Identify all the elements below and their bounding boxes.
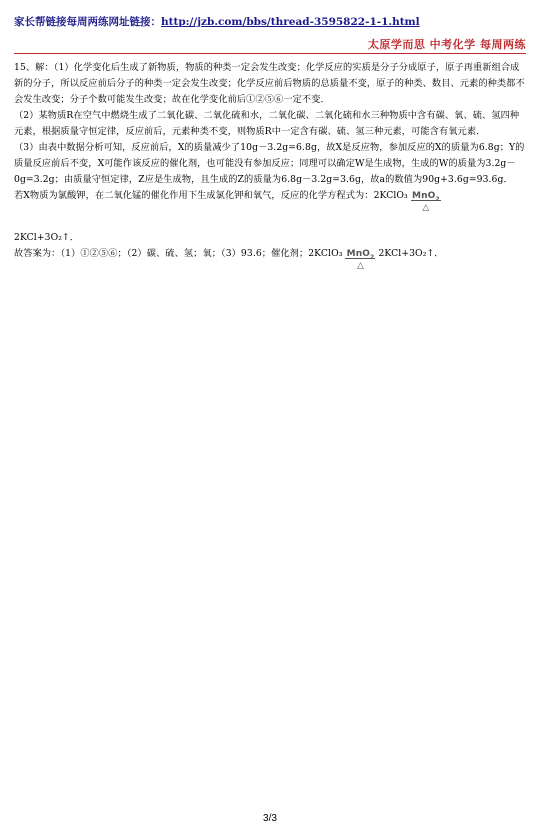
header-slogan: 太原学而思 中考化学 每周两练 bbox=[367, 38, 526, 51]
solution-part-2: （2）某物质R在空气中燃烧生成了二氧化碳、二氧化硫和水，二氧化碳、二氧化硫和水三种物质中含有碳、氧、硫、氢四种元素，根据质量守恒定律，反应前后，元素种类不变，则物质R中一定含有碳、硫、氢三种元素，可能含有氧元素． bbox=[14, 110, 520, 137]
answer-products: 2KCl+3O₂↑． bbox=[378, 248, 444, 259]
answer-catalyst-label: MnO$_2$ bbox=[346, 249, 375, 261]
header-link-label: 家长帮链接每周两练网址链接： bbox=[14, 16, 161, 28]
page-number: 3/3 bbox=[263, 813, 277, 824]
answer-heat-symbol: △ bbox=[356, 261, 364, 271]
solution-part-3: （3）由表中数据分析可知，反应前后，X的质量减少了10g－3.2g=6.8g，故X是反应物，参加反应的X的质量为6.8g；Y的质量反应前后不变，X可能作该反应的催化剂，也可能没有参加反应；同理可以确定W是生成物，生成的W的质量为3.2g－0g=3.2g；由质量守恒定律，Z应是生成物，且生成的Z的质量为6.8g－3.2g=3.6g，故a的数值为90g+3.6g=93.6g． bbox=[14, 142, 525, 185]
reactant: 2KClO₃ bbox=[373, 190, 408, 201]
header-link-line bbox=[14, 14, 420, 29]
header-link-url[interactable]: http://jzb.com/bbs/thread-3595822-1-1.html bbox=[161, 16, 420, 28]
reaction-line bbox=[14, 188, 526, 212]
solution-body bbox=[14, 60, 526, 270]
solution-part-1: 15、解：（1）化学变化后生成了新物质，物质的种类一定会发生改变；化学反应的实质是分子分成原子，原子再重新组合成新的分子，所以反应前后分子的种类一定会发生改变；化学反应前后物质的总质量不变，原子的种类、数目、元素的种类都不会发生改变；分子个数可能发生改变；故在化学变化前后①②⑤⑥一定不变． bbox=[14, 62, 525, 105]
answer-prefix: 故答案为：（1）①②⑤⑥；（2）碳、硫、氢；氧；（3）93.6；催化剂； bbox=[14, 248, 309, 259]
answer-reaction-condition bbox=[343, 246, 377, 270]
catalyst-label: MnO$_2$ bbox=[412, 191, 440, 203]
reaction-products: 2KCl+3O₂↑． bbox=[14, 232, 80, 243]
reaction-condition bbox=[409, 188, 443, 212]
reaction-prefix: 若X物质为氯酸钾，在二氧化锰的催化作用下生成氯化钾和氧气，反应的化学方程式为： bbox=[14, 190, 374, 201]
heat-symbol: △ bbox=[422, 203, 430, 213]
answer-line bbox=[14, 246, 526, 270]
answer-reactant: 2KClO₃ bbox=[308, 248, 343, 259]
header-divider bbox=[14, 53, 526, 54]
